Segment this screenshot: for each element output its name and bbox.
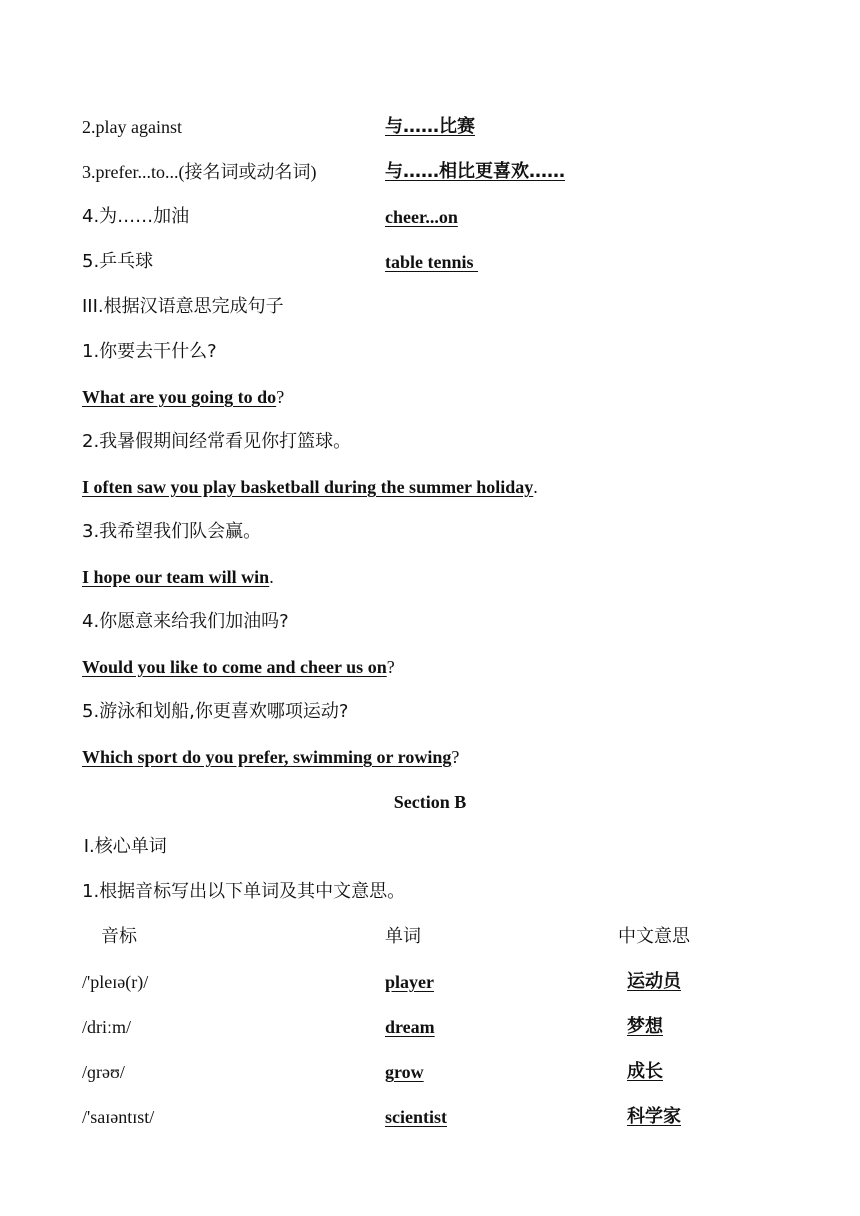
answer-1-end: ? (276, 387, 285, 407)
answer-5: Which sport do you prefer, swimming or rowing (82, 747, 452, 767)
question-4: 4.你愿意来给我们加油吗? (82, 611, 289, 632)
meaning-4: 科学家 (627, 1106, 681, 1127)
answer-line-2 (82, 475, 538, 499)
meaning-3: 成长 (627, 1061, 663, 1082)
table-header-meaning: 中文意思 (618, 926, 690, 947)
table-header-phonetic: 音标 (101, 926, 137, 947)
question-5: 5.游泳和划船,你更喜欢哪项运动? (82, 701, 349, 722)
phrase-left-4: 4.为……加油 (82, 206, 190, 227)
word-2: dream (385, 1017, 435, 1037)
word-1: player (385, 972, 434, 992)
answer-line-1 (82, 385, 284, 409)
phonetic-1: /'pleɪə(r)/ (82, 972, 149, 992)
answer-1: What are you going to do (82, 387, 277, 407)
phonetic-4: /'saɪəntɪst/ (82, 1107, 155, 1127)
question-1: 1.你要去干什么? (82, 341, 217, 362)
meaning-2: 梦想 (627, 1016, 663, 1037)
answer-2: I often saw you play basketball during the summer holiday (82, 477, 534, 497)
phrase-answer-4: cheer...on (385, 207, 458, 227)
phonetic-2: /driːm/ (82, 1017, 131, 1037)
word-4: scientist (385, 1107, 447, 1127)
table-header-word: 单词 (385, 926, 421, 947)
answer-4-end: ? (386, 657, 395, 677)
instruction: 1.根据音标写出以下单词及其中文意思。 (82, 881, 406, 902)
part-heading: Ⅰ.核心单词 (78, 836, 167, 857)
phrase-left-3: 3.prefer...to...(接名词或动名词) (82, 162, 317, 182)
word-3: grow (385, 1062, 424, 1082)
answer-4: Would you like to come and cheer us on (82, 657, 387, 677)
phonetic-3: /ɡrəʊ/ (82, 1062, 125, 1082)
answer-3: I hope our team will win (82, 567, 270, 587)
phrase-answer-2: 与……比赛 (385, 116, 475, 137)
answer-3-end: . (269, 567, 274, 587)
answer-2-end: . (533, 477, 538, 497)
answer-line-3 (82, 565, 274, 589)
answer-5-end: ? (451, 747, 460, 767)
answer-line-5 (82, 745, 459, 769)
question-3: 3.我希望我们队会赢。 (82, 521, 262, 542)
section-heading: III.根据汉语意思完成句子 (82, 296, 284, 317)
phrase-left-2: 2.play against (82, 117, 182, 137)
phrase-left-5: 5.乒乓球 (82, 251, 154, 272)
phrase-answer-3: 与……相比更喜欢…… (385, 161, 565, 182)
question-2: 2.我暑假期间经常看见你打篮球。 (82, 431, 352, 452)
meaning-1: 运动员 (627, 971, 681, 992)
phrase-answer-5: table tennis (385, 252, 479, 272)
answer-line-4 (82, 655, 395, 679)
section-b-title: Section B (393, 792, 467, 812)
